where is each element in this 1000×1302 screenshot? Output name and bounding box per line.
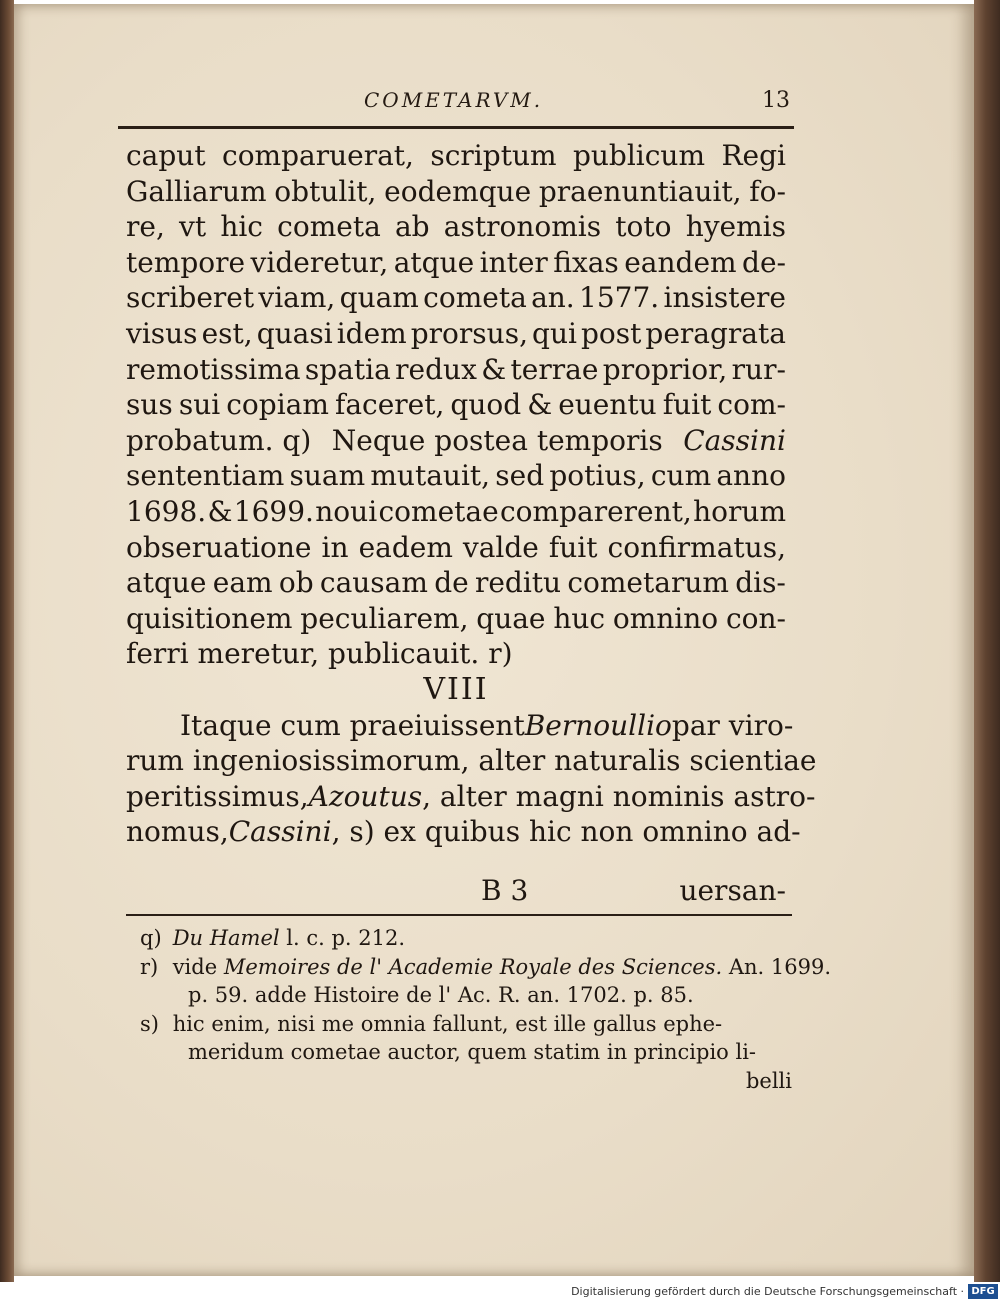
text-line xyxy=(126,458,786,494)
line-segment: Itaque cum praeiuissent xyxy=(180,708,525,742)
word: cometa xyxy=(423,281,527,315)
word: eam xyxy=(212,566,273,600)
word: euentu xyxy=(558,388,657,422)
catchword: uersan- xyxy=(679,874,786,907)
word: de- xyxy=(742,245,786,279)
word: & xyxy=(527,388,553,422)
word: viam, xyxy=(258,281,336,315)
digitization-footer xyxy=(0,1282,1000,1302)
word: videretur, xyxy=(250,245,389,279)
word: fuit xyxy=(548,530,598,564)
word: faceret, xyxy=(334,388,445,422)
word: quod xyxy=(450,388,522,422)
word: obseruatione xyxy=(126,530,312,564)
footnote-text: meridum cometae auctor, quem statim in principio li- xyxy=(188,1040,757,1064)
line-segment: par viro- xyxy=(671,708,794,742)
footnote-author: Du Hamel xyxy=(172,926,280,950)
word: fuit xyxy=(662,388,712,422)
footnote-mark: r) xyxy=(140,954,159,979)
word: 1577. xyxy=(579,281,660,315)
word: rur- xyxy=(731,352,786,386)
word: comparuerat, xyxy=(222,139,414,172)
text-line xyxy=(126,708,794,744)
word: confirmatus, xyxy=(607,530,786,564)
word: 1698. xyxy=(126,494,207,528)
section-heading: VIII xyxy=(423,671,489,707)
word: peculiarem, xyxy=(300,601,469,635)
word: dis- xyxy=(735,566,786,600)
word: est, xyxy=(201,316,253,350)
word: quae xyxy=(476,601,546,635)
signature-mark: B 3 xyxy=(481,874,529,907)
word: scriberet xyxy=(126,281,255,315)
word: vt xyxy=(179,210,207,244)
word: insistere xyxy=(663,281,786,315)
word: con- xyxy=(725,601,786,635)
footnote-text: p. 59. adde Histoire de l' Ac. R. an. 1702. p. 85. xyxy=(188,983,694,1007)
footnote-text: An. 1699. xyxy=(722,954,831,979)
word: scriptum xyxy=(430,139,557,172)
line-segment: probatum. q) xyxy=(126,423,312,457)
line-segment: peritissimus, xyxy=(126,779,309,813)
word: suam xyxy=(289,459,366,493)
word: cometae xyxy=(378,494,499,528)
text-line xyxy=(126,494,786,530)
word: publicum xyxy=(572,139,706,172)
line-segment: , s) ex quibus hic non omnino ad- xyxy=(331,815,801,849)
dfg-logo: DFG xyxy=(968,1284,998,1299)
footnote-text: hic enim, nisi me omnia fallunt, est ille gallus ephe- xyxy=(172,1011,723,1036)
word: toto xyxy=(615,210,672,244)
line-segment: , alter magni nominis astro- xyxy=(422,779,816,813)
word: causam xyxy=(319,566,428,600)
page-number: 13 xyxy=(762,88,790,113)
word: sed xyxy=(495,459,545,493)
word: visus xyxy=(126,316,198,350)
word: noui xyxy=(315,494,378,528)
word: com- xyxy=(717,388,786,422)
word: redux xyxy=(395,352,477,386)
word: mutauit, xyxy=(370,459,491,493)
text-line xyxy=(126,814,801,850)
word: anno xyxy=(716,459,786,493)
line-segment: Neque postea temporis xyxy=(331,423,663,457)
text-line xyxy=(126,423,786,459)
word: cometarum xyxy=(567,566,729,600)
word: eodemque xyxy=(384,174,532,208)
funding-credit: Digitalisierung gefördert durch die Deutsche Forschungsgemeinschaft · xyxy=(571,1285,964,1298)
word: remotissima xyxy=(126,352,301,386)
word: omnino xyxy=(612,601,719,635)
word: horum xyxy=(693,494,786,528)
word: fixas xyxy=(553,245,619,279)
word: de xyxy=(434,566,469,600)
word: quam xyxy=(339,281,419,315)
word: post xyxy=(580,316,642,350)
text-line xyxy=(126,636,786,672)
word: cometa xyxy=(277,210,381,244)
paragraph-lines-part-2 xyxy=(126,458,786,636)
body-text xyxy=(126,138,817,850)
word: qui xyxy=(532,316,577,350)
word: 1699. xyxy=(233,494,314,528)
footnote-text: l. c. p. 212. xyxy=(279,926,406,950)
footnotes xyxy=(140,924,831,1095)
word: fo- xyxy=(749,174,786,208)
header-rule xyxy=(118,126,794,129)
footnote-s xyxy=(140,1010,792,1039)
section-heading-line xyxy=(126,672,786,708)
line-segment: nomus, xyxy=(126,815,229,849)
word: copiam xyxy=(226,388,329,422)
word: terrae xyxy=(510,352,599,386)
word: atque xyxy=(126,566,207,600)
word: an. xyxy=(531,281,575,315)
footnote-text: vide xyxy=(172,954,224,979)
line-segment: rum ingeniosissimorum, alter naturalis scientiae xyxy=(126,744,817,778)
word: peragrata xyxy=(645,316,786,350)
word: sui xyxy=(178,388,221,422)
word: Regi xyxy=(721,139,786,172)
word: obtulit, xyxy=(274,174,377,208)
text-line xyxy=(126,138,786,174)
word: huc xyxy=(553,601,606,635)
word: tempore xyxy=(126,245,246,279)
running-title: COMETARVM. xyxy=(364,88,544,112)
text-line xyxy=(126,209,786,245)
book-cover-right-edge xyxy=(974,0,1000,1282)
line-segment: ferri meretur, publicauit. r) xyxy=(126,637,513,671)
footnote-mark: q) xyxy=(140,926,162,950)
text-line xyxy=(126,245,786,281)
paragraph-lines-part-1 xyxy=(126,138,786,423)
word: inter xyxy=(479,245,548,279)
book-cover-left-edge xyxy=(0,0,14,1282)
text-line xyxy=(126,316,786,352)
word: ab xyxy=(394,210,430,244)
word: eandem xyxy=(624,245,737,279)
word: potius, xyxy=(549,459,646,493)
footnote-mark: s) xyxy=(140,1011,159,1036)
word: quasi xyxy=(256,316,333,350)
word: astronomis xyxy=(443,210,602,244)
footnote-title: Memoires de l' Academie Royale des Sciences. xyxy=(223,954,723,979)
text-line xyxy=(126,601,786,637)
word: re, xyxy=(126,210,165,244)
author-name: Cassini xyxy=(228,815,332,849)
footnote-text: belli xyxy=(745,1068,792,1093)
word: eadem xyxy=(358,530,453,564)
word: praenuntiauit, xyxy=(538,174,742,208)
word: sententiam xyxy=(126,459,285,493)
word: proprior, xyxy=(602,352,728,386)
text-line xyxy=(126,530,786,566)
word: comparerent, xyxy=(500,494,692,528)
word: valde xyxy=(462,530,539,564)
word: & xyxy=(207,494,233,528)
catchline xyxy=(126,874,786,910)
word: ob xyxy=(278,566,314,600)
word: atque xyxy=(393,245,475,279)
word: Galliarum xyxy=(126,174,267,208)
word: cum xyxy=(650,459,712,493)
text-line xyxy=(126,743,817,779)
word: caput xyxy=(126,139,206,172)
word: spatia xyxy=(304,352,391,386)
text-line xyxy=(126,174,786,210)
author-name: Bernoullio xyxy=(524,708,672,742)
word: prorsus, xyxy=(410,316,528,350)
word: reditu xyxy=(474,566,562,600)
word: idem xyxy=(336,316,407,350)
text-line xyxy=(126,779,816,815)
word: & xyxy=(481,352,507,386)
word: in xyxy=(321,530,349,564)
footnote-r xyxy=(140,953,831,982)
text-line xyxy=(126,387,786,423)
author-name: Cassini xyxy=(683,423,786,457)
word: hic xyxy=(220,210,263,244)
word: sus xyxy=(126,388,173,422)
text-line xyxy=(126,565,786,601)
footnote-q xyxy=(140,924,792,953)
footnote-rule xyxy=(126,914,792,916)
text-line xyxy=(126,280,786,316)
text-line xyxy=(126,352,786,388)
word: hyemis xyxy=(685,210,786,244)
word: quisitionem xyxy=(126,601,293,635)
page-header xyxy=(120,88,790,128)
author-name: Azoutus xyxy=(308,779,423,813)
